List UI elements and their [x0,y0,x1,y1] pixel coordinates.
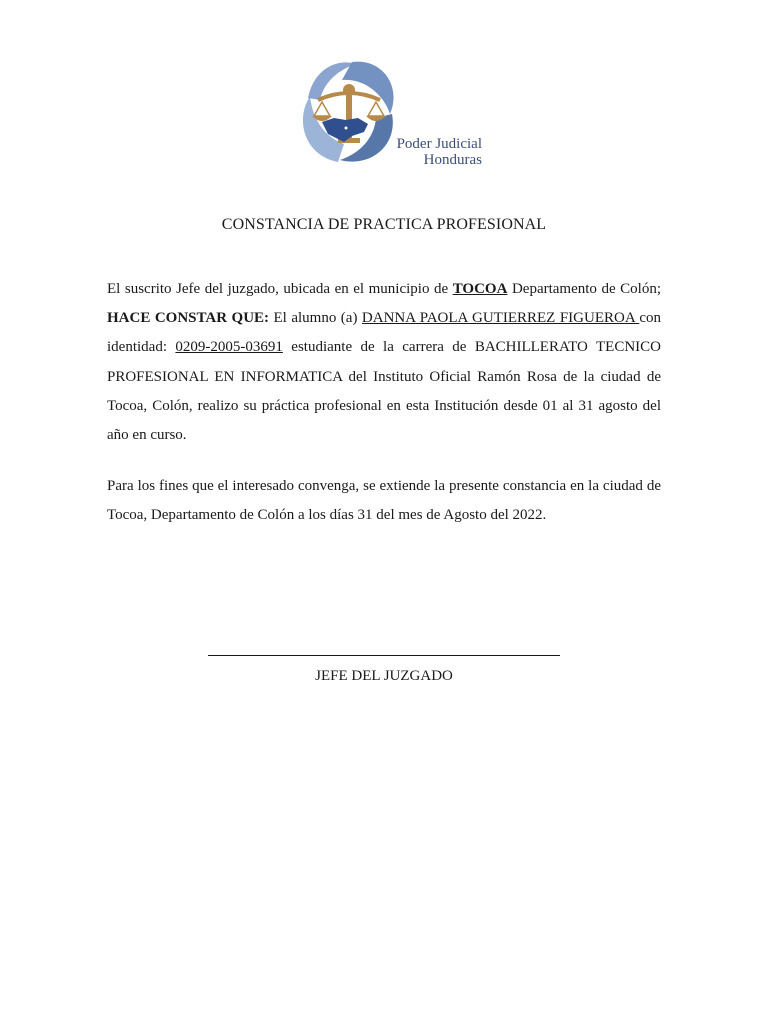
p1-text-4: con identidad: [107,310,661,356]
municipio: TOCOA [452,281,508,297]
logo-line2: Honduras [423,152,482,168]
p1-text-5: estudiante de la carrera de BACHILLERATO TECNICO PROFESIONAL EN INFORMATICA del Instituto Oficial Ramón Rosa de la ciudad de Tocoa, Colón, realizo su práctica profesional en esta Institución desde 01 al 31 agosto del año en curso. [107,339,661,444]
poder-judicial-logo [294,56,484,172]
identity-number: 0209-2005-03691 [175,339,283,356]
p1-text-3: El alumno (a) [269,310,362,327]
body-paragraph-1 [107,275,661,450]
student-name: DANNA PAOLA GUTIERREZ FIGUEROA [361,310,640,327]
document-title: CONSTANCIA DE PRACTICA PROFESIONAL [221,216,547,233]
logo-line1: Poder Judicial [396,136,482,152]
hace-constar: HACE CONSTAR QUE: [107,310,270,327]
signature-line [208,655,560,656]
body-paragraph-2: Para los fines que el interesado convenga, se extiende la presente constancia en la ciudad de Tocoa, Departamento de Colón a los días 31 del mes de Agosto del 2022. [107,478,661,524]
p1-text-2: Departamento de Colón; [507,281,661,297]
signature-label: JEFE DEL JUZGADO [315,668,453,684]
p1-text-1: El suscrito Jefe del juzgado, ubicada en el municipio de [107,281,453,297]
logo-text [386,136,482,168]
